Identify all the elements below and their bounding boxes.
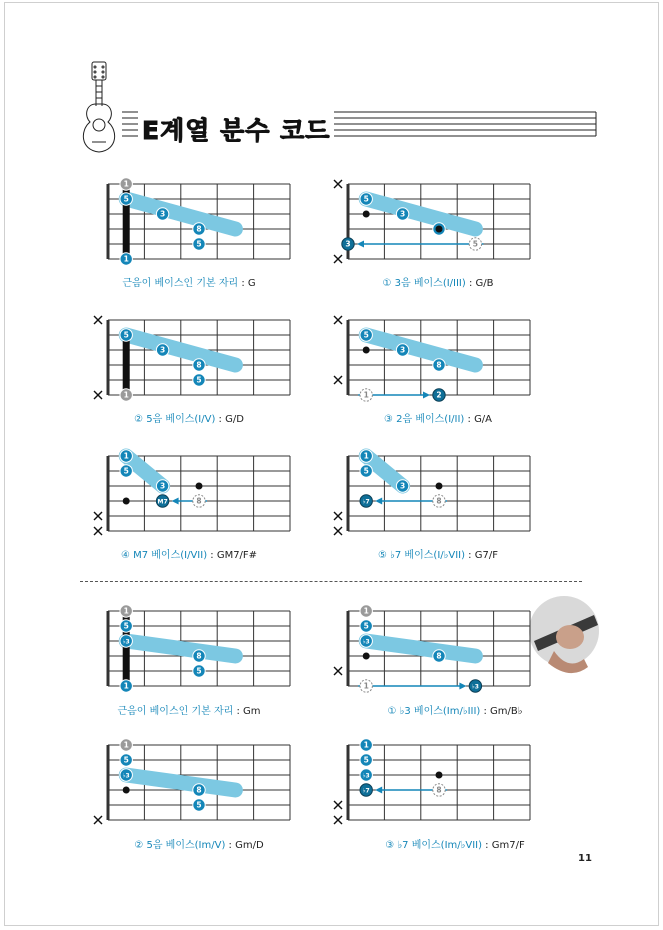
- svg-text:1: 1: [363, 681, 369, 691]
- caption-chord: : Gm: [233, 706, 261, 717]
- note-marker: [193, 359, 205, 371]
- chord-diagram-gm7-over-f: [318, 729, 618, 839]
- chord-diagram-g7-over-f: [318, 440, 618, 550]
- caption-label: 근음이 베이스인 기본 자리: [122, 278, 239, 289]
- svg-text:5: 5: [363, 330, 369, 340]
- note-marker: [396, 208, 408, 220]
- finger-dot: [436, 772, 443, 779]
- svg-text:8: 8: [436, 496, 442, 506]
- note-marker: [120, 329, 132, 341]
- svg-text:5: 5: [196, 239, 202, 249]
- finger-band: [126, 775, 235, 790]
- muted-string-x-icon: [94, 512, 102, 520]
- svg-text:5: 5: [196, 375, 202, 385]
- svg-text:3: 3: [345, 239, 351, 249]
- svg-text:3: 3: [159, 481, 166, 491]
- muted-string-x-icon: [334, 512, 342, 520]
- note-marker: [120, 635, 132, 647]
- svg-text:3: 3: [399, 345, 406, 355]
- moved-note-marker: [433, 495, 445, 507]
- svg-text:5: 5: [196, 666, 202, 676]
- svg-text:♭7: ♭7: [362, 787, 370, 795]
- caption-d4: [384, 410, 492, 425]
- chord-diagram-gm-over-bflat: [318, 595, 618, 705]
- svg-text:1: 1: [123, 179, 129, 189]
- note-marker: [120, 680, 132, 692]
- svg-text:♭3: ♭3: [122, 772, 130, 780]
- svg-text:♭3: ♭3: [362, 638, 370, 646]
- root-note-marker: [360, 605, 372, 617]
- note-marker: [156, 480, 168, 492]
- muted-string-x-icon: [334, 816, 342, 824]
- svg-text:1: 1: [123, 606, 129, 616]
- svg-text:5: 5: [123, 330, 129, 340]
- moved-note-marker: [469, 238, 481, 250]
- svg-text:3: 3: [399, 481, 406, 491]
- caption-label: ⑤ ♭7 베이스(I/♭VII): [378, 550, 465, 561]
- finger-band: [366, 641, 475, 656]
- svg-text:8: 8: [436, 360, 442, 370]
- svg-text:5: 5: [363, 621, 369, 631]
- svg-text:1: 1: [363, 390, 369, 400]
- caption-d9: [134, 836, 263, 851]
- note-marker: [193, 650, 205, 662]
- chord-diagram-g-over-b: [318, 168, 618, 278]
- note-marker: [193, 784, 205, 796]
- caption-label: ③ ♭7 베이스(Im/♭VII): [385, 840, 482, 851]
- moved-note-marker: [193, 495, 205, 507]
- muted-string-x-icon: [94, 527, 102, 535]
- caption-d10: [385, 836, 524, 851]
- svg-text:5: 5: [196, 800, 202, 810]
- note-marker: [360, 754, 372, 766]
- svg-text:5: 5: [363, 466, 369, 476]
- svg-text:8: 8: [196, 360, 202, 370]
- note-marker: [360, 769, 372, 781]
- page-number: 11: [578, 853, 592, 864]
- svg-text:8: 8: [196, 496, 202, 506]
- muted-string-x-icon: [94, 816, 102, 824]
- bass-note-marker: [342, 238, 354, 250]
- moved-note-marker: [360, 680, 372, 692]
- svg-text:2: 2: [436, 390, 442, 400]
- svg-text:1: 1: [363, 451, 369, 461]
- caption-label: ② 5음 베이스(Im/V): [134, 840, 226, 851]
- svg-text:5: 5: [363, 194, 369, 204]
- svg-text:1: 1: [123, 740, 129, 750]
- caption-chord: : G/D: [215, 414, 244, 425]
- note-marker: [193, 238, 205, 250]
- muted-string-x-icon: [334, 527, 342, 535]
- svg-text:1: 1: [123, 390, 129, 400]
- caption-chord: : G: [238, 278, 256, 289]
- caption-label: ① 3음 베이스(I/III): [382, 278, 466, 289]
- note-marker: [156, 344, 168, 356]
- svg-text:3: 3: [159, 209, 166, 219]
- note-marker: [193, 665, 205, 677]
- bass-note-marker: [360, 784, 372, 796]
- bass-note-marker: [360, 495, 372, 507]
- caption-chord: : Gm/B♭: [480, 706, 523, 717]
- muted-string-x-icon: [94, 316, 102, 324]
- section-divider: [80, 581, 582, 582]
- muted-string-x-icon: [334, 667, 342, 675]
- note-marker: [193, 374, 205, 386]
- note-marker: [433, 359, 445, 371]
- bass-note-marker: [433, 389, 445, 401]
- note-marker: [120, 754, 132, 766]
- muted-string-x-icon: [94, 391, 102, 399]
- moved-note-marker: [360, 389, 372, 401]
- bass-move-arrow: [357, 241, 483, 248]
- muted-string-x-icon: [334, 255, 342, 263]
- guitar-icon: [83, 62, 114, 152]
- finger-dot: [363, 211, 370, 218]
- muted-string-x-icon: [334, 376, 342, 384]
- svg-text:3: 3: [159, 345, 166, 355]
- svg-text:♭7: ♭7: [362, 498, 370, 506]
- svg-text:♭3: ♭3: [362, 772, 370, 780]
- bass-move-arrow: [358, 683, 466, 690]
- note-marker: [156, 208, 168, 220]
- svg-text:1: 1: [123, 681, 129, 691]
- note-marker: [360, 329, 372, 341]
- hand-photo: [529, 596, 599, 673]
- note-marker: [396, 480, 408, 492]
- note-marker: [120, 450, 132, 462]
- finger-dot: [123, 498, 130, 505]
- caption-label: ③ 2음 베이스(I/II): [383, 414, 465, 425]
- root-note-marker: [120, 178, 132, 190]
- note-marker: [360, 465, 372, 477]
- caption-d2: [382, 274, 493, 289]
- finger-dot: [363, 347, 370, 354]
- chord-diagram-g-over-a: [318, 304, 618, 414]
- note-marker: [193, 799, 205, 811]
- caption-d3: [134, 410, 244, 425]
- svg-text:8: 8: [436, 651, 442, 661]
- note-marker: [120, 253, 132, 265]
- root-note-marker: [120, 605, 132, 617]
- caption-chord: : GM7/F#: [207, 550, 258, 561]
- svg-text:5: 5: [472, 239, 479, 249]
- caption-chord: : G/A: [464, 414, 493, 425]
- svg-text:8: 8: [436, 785, 442, 795]
- note-marker: [120, 620, 132, 632]
- bass-note-marker: [469, 680, 481, 692]
- caption-d8: [388, 702, 523, 717]
- finger-dot: [123, 787, 130, 794]
- finger-dot: [196, 483, 203, 490]
- finger-dot: [436, 483, 443, 490]
- caption-chord: : G/B: [465, 278, 494, 289]
- note-marker: [120, 769, 132, 781]
- root-note-marker: [120, 389, 132, 401]
- caption-chord: : Gm/D: [225, 840, 264, 851]
- svg-text:5: 5: [123, 466, 129, 476]
- note-marker: [360, 450, 372, 462]
- caption-label: ① ♭3 베이스(Im/♭III): [387, 706, 481, 717]
- caption-label: ② 5음 베이스(I/V): [134, 414, 216, 425]
- note-marker: [120, 193, 132, 205]
- moved-note-marker: [433, 784, 445, 796]
- caption-d1: [122, 274, 255, 289]
- svg-text:8: 8: [196, 785, 202, 795]
- svg-text:M7: M7: [157, 498, 168, 506]
- muted-string-x-icon: [334, 180, 342, 188]
- note-marker: [120, 465, 132, 477]
- finger-band: [126, 641, 235, 656]
- caption-d7: [117, 702, 260, 717]
- caption-label: ④ M7 베이스(I/VII): [120, 550, 208, 561]
- note-marker: [193, 223, 205, 235]
- muted-string-x-icon: [334, 316, 342, 324]
- note-marker: [360, 620, 372, 632]
- page-title: E계열 분수 코드: [138, 111, 334, 147]
- svg-text:5: 5: [123, 755, 129, 765]
- caption-chord: : Gm7/F: [482, 840, 525, 851]
- svg-text:1: 1: [363, 740, 369, 750]
- caption-label: 근음이 베이스인 기본 자리: [117, 706, 234, 717]
- bass-note-marker: [156, 495, 168, 507]
- svg-text:5: 5: [363, 755, 369, 765]
- caption-d6: [378, 546, 498, 561]
- finger-dot: [436, 226, 443, 233]
- svg-text:8: 8: [196, 651, 202, 661]
- finger-dot: [363, 653, 370, 660]
- svg-text:1: 1: [123, 451, 129, 461]
- muted-string-x-icon: [334, 801, 342, 809]
- svg-text:3: 3: [399, 209, 406, 219]
- note-marker: [360, 635, 372, 647]
- caption-chord: : G7/F: [465, 550, 498, 561]
- svg-text:5: 5: [123, 194, 129, 204]
- root-note-marker: [120, 739, 132, 751]
- note-marker: [360, 193, 372, 205]
- svg-text:♭3: ♭3: [471, 683, 479, 691]
- svg-text:1: 1: [363, 606, 369, 616]
- svg-text:5: 5: [123, 621, 129, 631]
- svg-text:♭3: ♭3: [122, 638, 130, 646]
- caption-d5: [121, 546, 257, 561]
- svg-text:8: 8: [196, 224, 202, 234]
- svg-text:1: 1: [123, 254, 129, 264]
- note-marker: [360, 739, 372, 751]
- note-marker: [433, 650, 445, 662]
- note-marker: [396, 344, 408, 356]
